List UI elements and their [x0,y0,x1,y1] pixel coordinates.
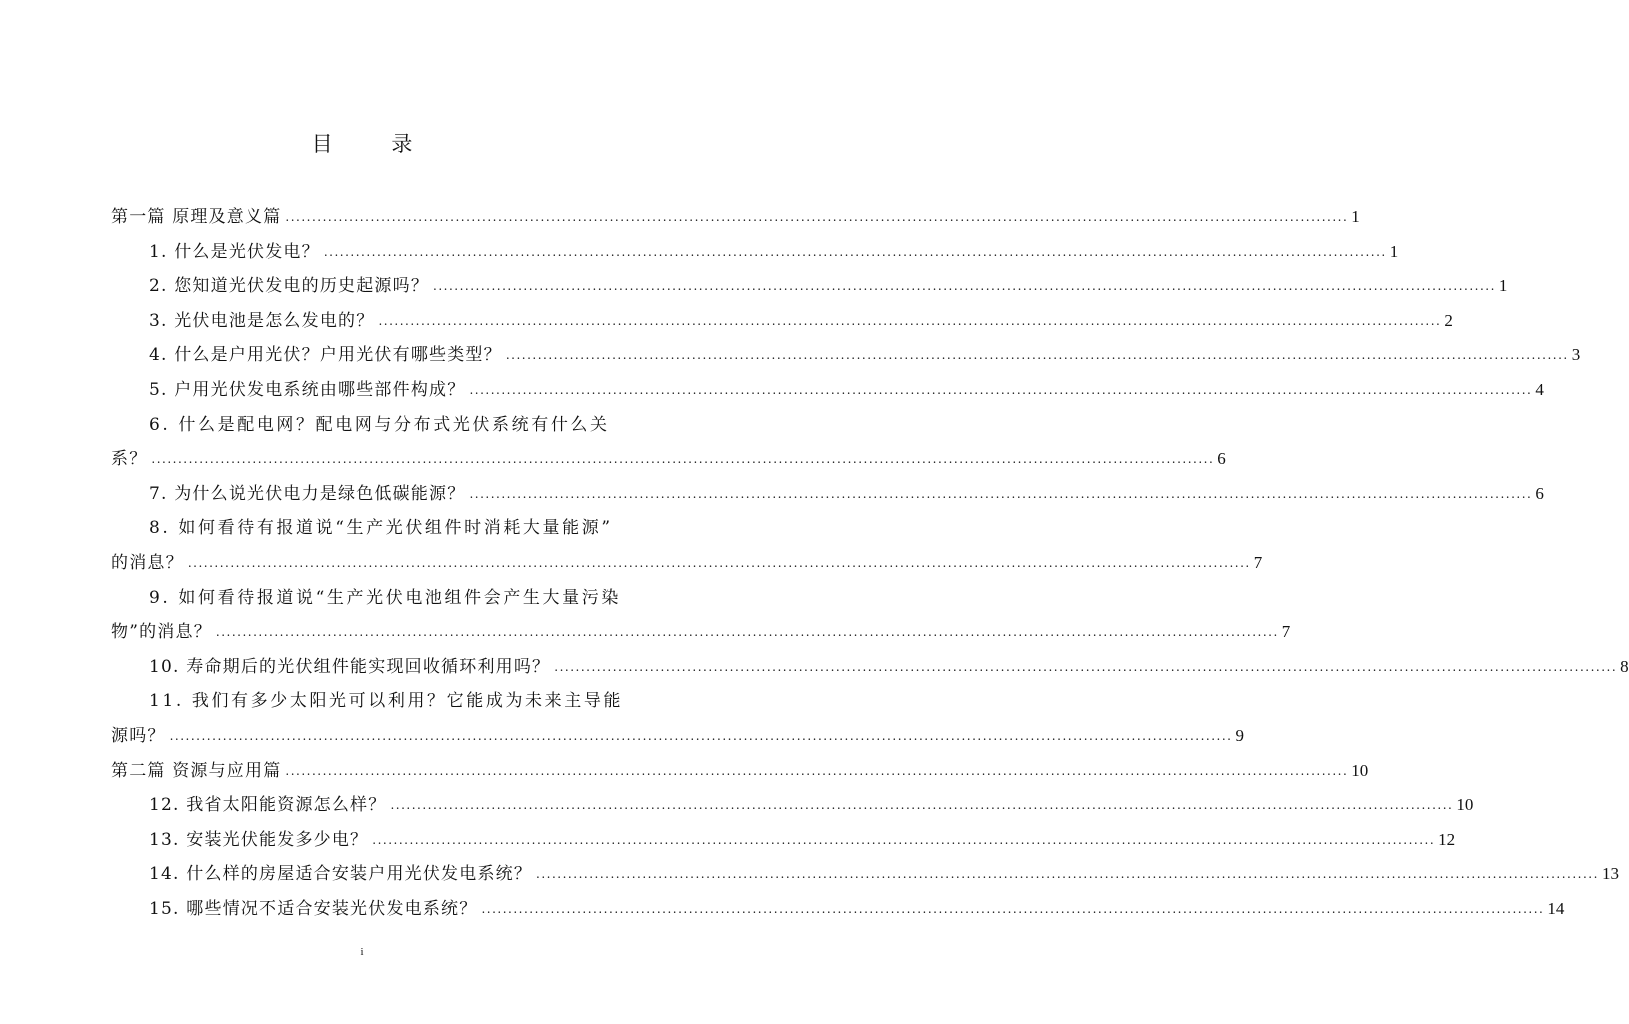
toc-leader-dots: ........................................................................................................................................................................................................ [536,867,1599,882]
toc-entry-label: 13. 安装光伏能发多少电？ [149,829,369,850]
toc-entry-label: 2. 您知道光伏发电的历史起源吗？ [149,276,430,297]
toc-leader-dots: ........................................................................................................................................................................................................ [390,798,1454,813]
toc-leader-dots: ........................................................................................................................................................................................................ [285,763,1349,778]
toc-page-number: 1 [1389,241,1399,261]
toc-entry-8-line1[interactable]: 8. 如何看待有报道说“生产光伏组件时消耗大量能源” [149,518,613,539]
page-title: 目 录 [311,132,439,156]
toc-entry-label: 7. 为什么说光伏电力是绿色低碳能源？ [149,483,466,504]
toc-entry-15[interactable] [111,892,1565,927]
toc-leader-dots: ........................................................................................................................................................................................................ [187,555,1251,570]
toc-page-number: 8 [1620,656,1629,676]
toc-page-number: 1 [1498,276,1508,296]
toc-entry-11-line1[interactable]: 11. 我们有多少太阳光可以利用？它能成为未来主导能 [149,691,624,712]
toc-leader-dots: ........................................................................................................................................................................................................ [481,901,1545,916]
toc-entry-6[interactable] [111,442,1226,477]
toc-entry-1[interactable] [111,235,1399,270]
toc-leader-dots: ........................................................................................................................................................................................................ [323,244,1387,259]
toc-entry-label: 系？ [111,449,148,470]
toc-leader-dots: ........................................................................................................................................................................................................ [433,279,1496,294]
toc-leader-dots: ........................................................................................................................................................................................................ [215,625,1279,640]
toc-page-number: 7 [1253,552,1263,572]
toc-entry-12[interactable] [111,788,1474,823]
toc-entry-label: 第一篇 原理及意义篇 [111,207,282,227]
toc-entry-9[interactable] [111,615,1291,650]
toc-leader-dots: ........................................................................................................................................................................................................ [169,728,1233,743]
toc-entry-3[interactable] [111,304,1453,339]
toc-page-number: 13 [1601,864,1619,884]
toc-entry-5[interactable] [111,373,1544,408]
toc-entry-13[interactable] [111,823,1456,858]
table-of-contents [111,200,1629,926]
toc-entry-label: 10. 寿命期后的光伏组件能实现回收循环利用吗？ [149,656,551,677]
toc-entry-10[interactable] [111,650,1629,685]
toc-entry-2[interactable] [111,269,1508,304]
toc-entry-label: 的消息？ [111,552,184,573]
toc-page-number: 1 [1351,207,1360,226]
toc-leader-dots: ........................................................................................................................................................................................................ [372,832,1436,847]
toc-entry-label: 物”的消息？ [111,622,212,643]
toc-page-number: 4 [1535,379,1544,399]
toc-entry-label: 源吗？ [111,725,166,746]
toc-entry-14[interactable] [111,857,1619,892]
toc-leader-dots: ........................................................................................................................................................................................................ [378,313,1442,328]
toc-entry-6-line1[interactable]: 6. 什么是配电网？配电网与分布式光伏系统有什么关 [149,414,610,435]
toc-page-number: 3 [1571,345,1581,365]
toc-page-number: 10 [1351,760,1369,780]
toc-leader-dots: ........................................................................................................................................................................................................ [469,486,1533,501]
toc-leader-dots: ........................................................................................................................................................................................................ [285,210,1349,224]
toc-page-number: 14 [1547,898,1565,918]
toc-page-number: 2 [1444,310,1453,330]
toc-page-number: 6 [1535,483,1544,503]
toc-leader-dots: ........................................................................................................................................................................................................ [554,659,1618,674]
toc-entry-part1[interactable] [111,200,1360,235]
toc-entry-9-line1[interactable]: 9. 如何看待报道说“生产光伏电池组件会产生大量污染 [149,587,621,608]
toc-entry-label: 3. 光伏电池是怎么发电的？ [149,310,375,331]
toc-entry-11[interactable] [111,719,1244,754]
toc-leader-dots: ........................................................................................................................................................................................................ [505,348,1569,363]
toc-entry-label: 12. 我省太阳能资源怎么样？ [149,795,387,816]
toc-leader-dots: ........................................................................................................................................................................................................ [469,382,1533,397]
toc-page-number: 9 [1235,725,1244,745]
toc-leader-dots: ........................................................................................................................................................................................................ [151,452,1215,467]
page-number-footer: i [360,946,364,958]
toc-entry-4[interactable] [111,338,1581,373]
toc-entry-label: 15. 哪些情况不适合安装光伏发电系统？ [149,898,478,919]
toc-page-number: 6 [1217,449,1226,469]
toc-page-number: 10 [1456,795,1474,815]
toc-entry-label: 1. 什么是光伏发电？ [149,241,320,262]
toc-entry-8[interactable] [111,546,1263,581]
toc-page-number: 7 [1281,622,1291,642]
toc-entry-label: 第二篇 资源与应用篇 [111,760,282,781]
toc-entry-part2[interactable] [111,754,1369,789]
toc-page-number: 12 [1438,829,1456,849]
toc-entry-label: 14. 什么样的房屋适合安装户用光伏发电系统？ [149,864,533,885]
toc-entry-7[interactable] [111,477,1544,512]
toc-entry-label: 4. 什么是户用光伏？户用光伏有哪些类型？ [149,345,502,366]
toc-entry-label: 5. 户用光伏发电系统由哪些部件构成？ [149,379,466,400]
